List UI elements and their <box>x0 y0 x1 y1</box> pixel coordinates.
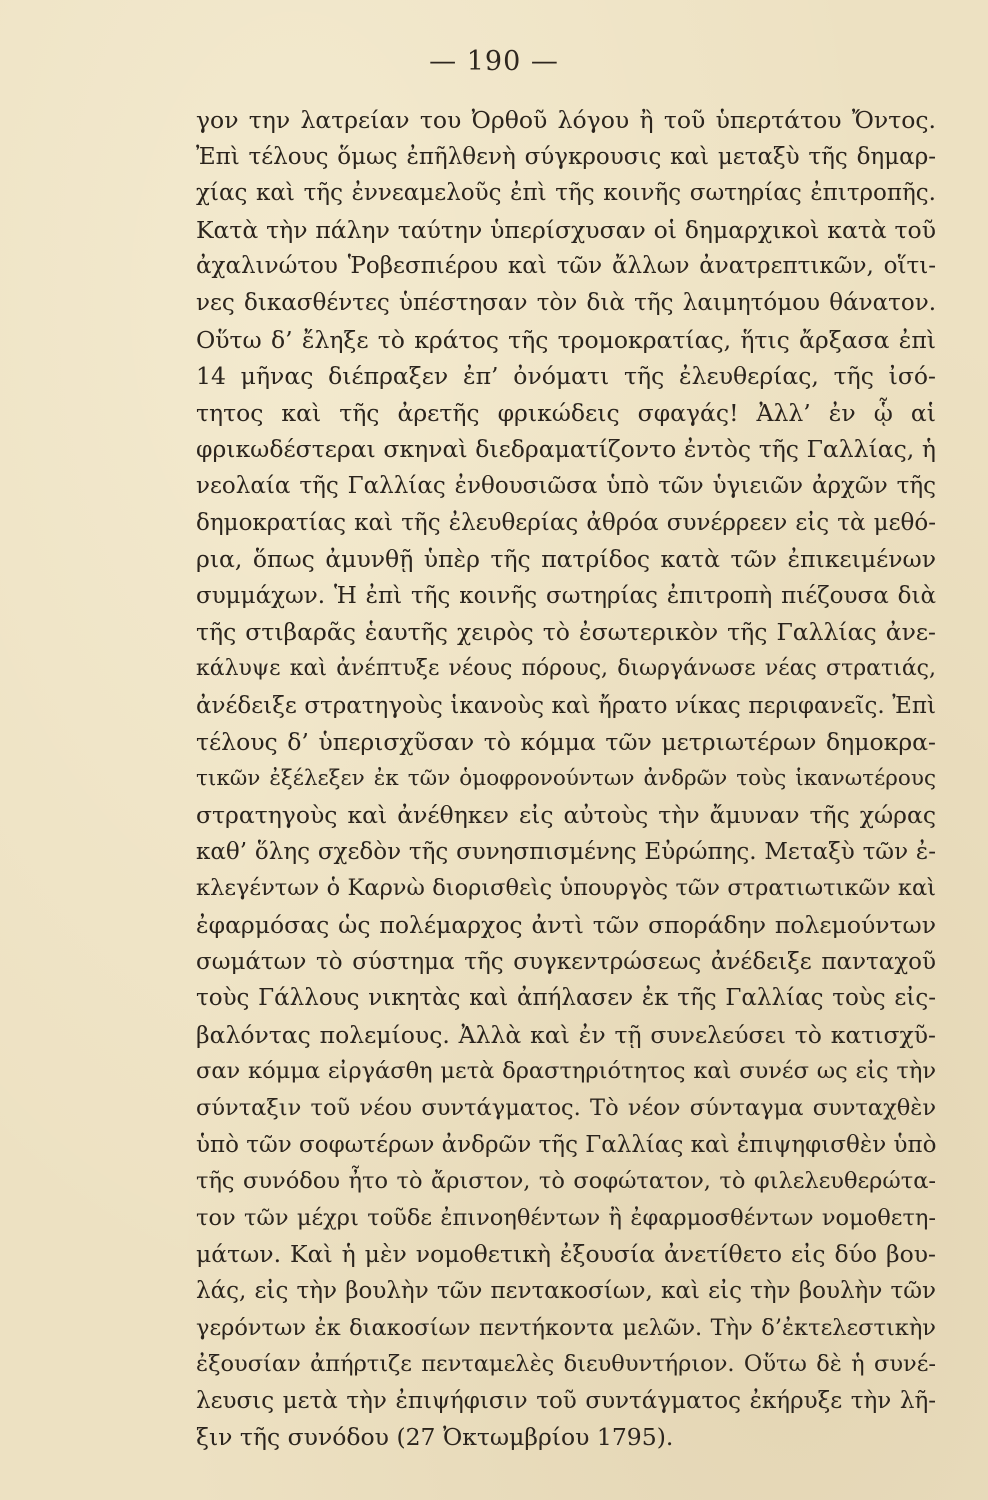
text-line: κλεγέντων ὁ Καρνὼ διορισθεὶς ὑπουργὸς τῶν στρατιωτικῶν καὶ <box>196 875 936 902</box>
body-text <box>196 102 937 1452</box>
text-line: δημοκρατίας καὶ τῆς ἐλευθερίας ἀθρόα συνέρρεεν εἰς τὰ μεθό- <box>196 509 936 536</box>
text-line: σαν κόμμα εἰργάσθη μετὰ δραστηριότητος καὶ συνέσ ως εἰς τὴν <box>196 1058 936 1085</box>
text-line: τικῶν ἐξέλεξεν ἐκ τῶν ὁμοφρονούντων ἀνδρῶν τοὺς ἱκανωτέρους <box>196 765 936 791</box>
text-line: νες δικασθέντες ὑπέστησαν τὸν διὰ τῆς λαιμητόμου θάνατον. <box>196 289 936 316</box>
text-line: Κατὰ τὴν πάλην ταύτην ὑπερίσχυσαν οἱ δημαρχικοὶ κατὰ τοῦ <box>196 215 936 244</box>
text-line: ἐφαρμόσας ὡς πολέμαρχος ἀντὶ τῶν σποράδην πολεμούντων <box>196 911 936 940</box>
text-line: φρικωδέστεραι σκηναὶ διεδραματίζοντο ἐντὸς τῆς Γαλλίας, ἡ <box>196 435 936 464</box>
text-line: τῆς στιβαρᾶς ἑαυτῆς χειρὸς τὸ ἐσωτερικὸν τῆς Γαλλίας ἀνε- <box>196 618 936 647</box>
text-line: τητος καὶ τῆς ἀρετῆς φρικώδεις σφαγάς! Ἀλλ’ ἐν ᾧ αἱ <box>196 398 936 427</box>
text-line: ρια, ὅπως ἀμυνθῇ ὑπὲρ τῆς πατρίδος κατὰ τῶν ἐπικειμένων <box>196 545 936 574</box>
text-line: τον τῶν μέχρι τοῦδε ἐπινοηθέντων ἢ ἐφαρμοσθέντων νομοθετη- <box>196 1204 936 1231</box>
text-line: ὑπὸ τῶν σοφωτέρων ἀνδρῶν τῆς Γαλλίας καὶ ἐπιψηφισθὲν ὑπὸ <box>196 1131 937 1158</box>
text-line: Οὕτω δ’ ἔληξε τὸ κράτος τῆς τρομοκρατίας, ἥτις ἄρξασα ἐπὶ <box>196 325 936 354</box>
text-line: λευσις μετὰ τὴν ἐπιψήφισιν τοῦ συντάγματος ἐκήρυξε τὴν λῆ- <box>196 1387 936 1414</box>
text-line: σύνταξιν τοῦ νέου συντάγματος. Τὸ νέον σύνταγμα συνταχθὲν <box>196 1095 936 1122</box>
text-line: τέλους δ’ ὑπερισχῦσαν τὸ κόμμα τῶν μετριωτέρων δημοκρα- <box>196 728 936 757</box>
text-line: ξιν τῆς συνόδου (27 Ὀκτωμβρίου 1795). <box>196 1423 674 1452</box>
text-line: Ἐπὶ τέλους ὅμως ἐπῆλθενὴ σύγκρουσις καὶ μεταξὺ τῆς δημαρ- <box>196 143 936 170</box>
text-line: ἀνέδειξε στρατηγοὺς ἱκανοὺς καὶ ἤρατο νίκας περιφανεῖς. Ἐπὶ <box>196 692 936 719</box>
text-line: μάτων. Καὶ ἡ μὲν νομοθετικὴ ἐξουσία ἀνετίθετο εἰς δύο βου- <box>196 1240 936 1269</box>
text-line: συμμάχων. Ἡ ἐπὶ τῆς κοινῆς σωτηρίας ἐπιτροπὴ πιέζουσα διὰ <box>196 582 936 609</box>
text-line: ἐξουσίαν ἀπήρτιζε πενταμελὲς διευθυντήριον. Οὕτω δὲ ἡ συνέ- <box>196 1351 936 1378</box>
text-line: χίας καὶ τῆς ἐννεαμελοῦς ἐπὶ τῆς κοινῆς σωτηρίας ἐπιτροπῆς. <box>196 180 936 207</box>
text-line: κάλυψε καὶ ἀνέπτυξε νέους πόρους, διωργάνωσε νέας στρατιάς, <box>196 655 936 681</box>
text-line: σωμάτων τὸ σύστημα τῆς συγκεντρώσεως ἀνέδειξε πανταχοῦ <box>196 948 936 975</box>
page-number: — 190 — <box>429 46 559 77</box>
text-line: ἀχαλινώτου Ῥοβεσπιέρου καὶ τῶν ἄλλων ἀνατρεπτικῶν, οἵτι- <box>196 253 936 280</box>
text-line: λάς, εἰς τὴν βουλὴν τῶν πεντακοσίων, καὶ εἰς τὴν βουλὴν τῶν <box>196 1278 936 1304</box>
text-line: τῆς συνόδου ἦτο τὸ ἄριστον, τὸ σοφώτατον, τὸ φιλελευθερώτα- <box>196 1168 936 1195</box>
text-line: καθ’ ὅλης σχεδὸν τῆς συνησπισμένης Εὐρώπης. Μεταξὺ τῶν ἐ- <box>196 838 936 865</box>
text-line: γερόντων ἐκ διακοσίων πεντήκοντα μελῶν. Τὴν δ’ἐκτελεστικὴν <box>196 1314 936 1341</box>
text-line: βαλόντας πολεμίους. Ἀλλὰ καὶ ἐν τῇ συνελεύσει τὸ κατισχῦ- <box>196 1020 936 1049</box>
text-line: γον την λατρείαν του Ὀρθοῦ λόγου ἢ τοῦ ὑπερτάτου Ὄντος. <box>196 106 936 134</box>
text-line: νεολαία τῆς Γαλλίας ἐνθουσιῶσα ὑπὸ τῶν ὑγιειῶν ἀρχῶν τῆς <box>196 472 936 499</box>
text-line: 14 μῆνας διέπραξεν ἐπ’ ὀνόματι τῆς ἐλευθερίας, τῆς ἰσό- <box>196 362 936 391</box>
text-line: στρατηγοὺς καὶ ἀνέθηκεν εἰς αὐτοὺς τὴν ἄμυναν τῆς χώρας <box>196 801 936 830</box>
text-line: τοὺς Γάλλους νικητὰς καὶ ἀπήλασεν ἐκ τῆς Γαλλίας τοὺς εἰς- <box>196 985 936 1012</box>
